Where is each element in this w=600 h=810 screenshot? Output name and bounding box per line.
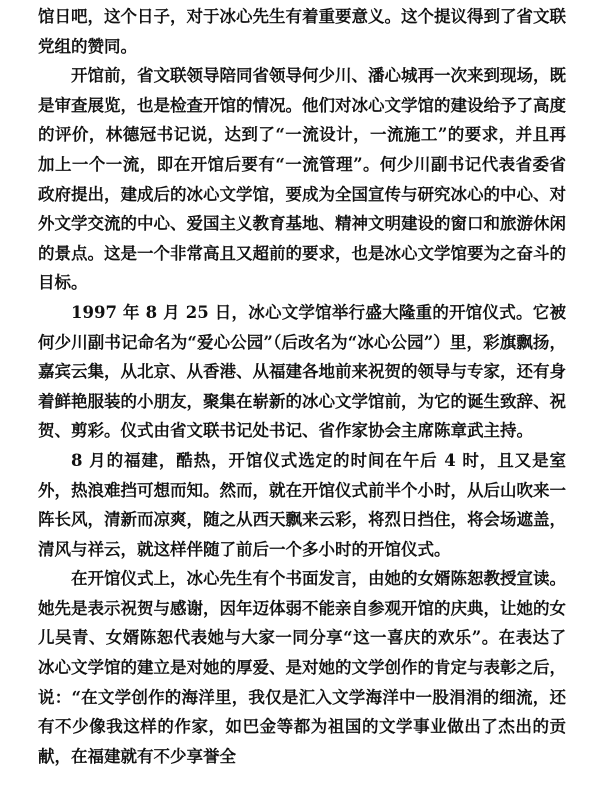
paragraph-3: 1997 年 8 月 25 日，冰心文学馆举行盛大隆重的开馆仪式。它被何少川副书记命名为“爱心公园”（后改名为“冰心公园”）里，彩旗飘扬，嘉宾云集，从北京、从香港、从福建各地前来祝贺的领导与专家，还有身着鲜艳服装的小朋友，聚集在崭新的冰心文学馆前，为它的诞生致辞、祝贺、剪彩。仪式由省文联书记处书记、省作家协会主席陈章武主持。 (38, 302, 566, 441)
paragraph-5: 在开馆仪式上，冰心先生有个书面发言，由她的女婿陈恕教授宣读。她先是表示祝贺与感谢，因年迈体弱不能亲自参观开馆的庆典，让她的女儿吴青、女婿陈恕代表她与大家一同分享“这一喜庆的欢乐”。在表达了冰心文学馆的建立是对她的厚爱、是对她的文学创作的肯定与表彰之后，说：“在文学创作的海洋里，我仅是汇入文学海洋中一股涓涓的细流，还有不少像我这样的作家，如巴金等都为祖国的文学事业做出了杰出的贡献，在福建就有不少享誉全 (38, 569, 566, 766)
document-page (38, 2, 566, 771)
paragraph-2: 开馆前，省文联领导陪同省领导何少川、潘心城再一次来到现场，既是审查展览，也是检查开馆的情况。他们对冰心文学馆的建设给予了高度的评价，林德冠书记说，达到了“一流设计，一流施工”的要求，并且再加上一个一流，即在开馆后要有“一流管理”。何少川副书记代表省委省政府提出，建成后的冰心文学馆，要成为全国宣传与研究冰心的中心、对外文学交流的中心、爱国主义教育基地、精神文明建设的窗口和旅游休闲的景点。这是一个非常高且又超前的要求，也是冰心文学馆要为之奋斗的目标。 (38, 66, 566, 293)
paragraph-4: 8 月的福建，酷热，开馆仪式选定的时间在午后 4 时，且又是室外，热浪难挡可想而知。然而，就在开馆仪式前半个小时，从后山吹来一阵长风，清新而凉爽，随之从西天飘来云彩，将烈日挡住，将会场遮盖，清风与祥云，就这样伴随了前后一个多小时的开馆仪式。 (38, 450, 566, 559)
paragraph-1: 馆日吧，这个日子，对于冰心先生有着重要意义。这个提议得到了省文联党组的赞同。 (38, 7, 566, 56)
